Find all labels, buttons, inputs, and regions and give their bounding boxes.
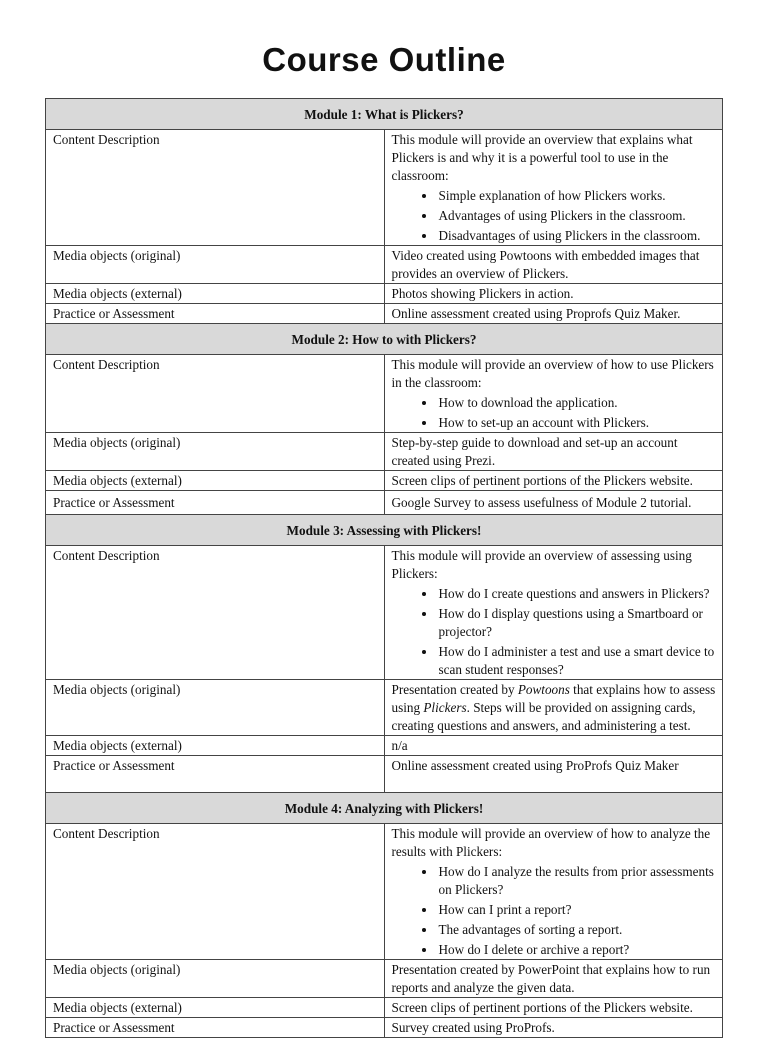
media-external-cell: Screen clips of pertinent portions of the Plickers website. (384, 998, 723, 1018)
practice-assessment-row (46, 491, 723, 515)
content-description-row (46, 130, 723, 246)
practice-assessment-cell: Survey created using ProProfs. (384, 1018, 723, 1038)
module-2-header-row (46, 324, 723, 355)
bullet-item: • How to download the application. (437, 394, 717, 412)
media-external-cell: Screen clips of pertinent portions of the Plickers website. (384, 471, 723, 491)
media-original-row (46, 433, 723, 471)
module-3-header-row (46, 515, 723, 546)
content-description-row (46, 355, 723, 433)
media-original-row (46, 680, 723, 736)
text-segment: that explains how to assess using (391, 682, 716, 715)
bullet-item: • Disadvantages of using Plickers in the classroom. (437, 227, 717, 245)
bullet-list (392, 585, 717, 679)
content-intro: This module will provide an overview of assessing using Plickers: (391, 548, 692, 581)
bullet-list (392, 863, 717, 959)
module-4-header-row (46, 793, 723, 824)
blank-line (392, 775, 717, 792)
practice-assessment-row (46, 1018, 723, 1038)
practice-assessment-row (46, 304, 723, 324)
row-label: Media objects (external) (46, 736, 385, 756)
media-external-row (46, 998, 723, 1018)
row-label: Practice or Assessment (46, 304, 385, 324)
practice-assessment-text: Online assessment created using ProProfs Quiz Maker (391, 758, 679, 773)
media-original-row (46, 246, 723, 284)
media-external-cell: n/a (384, 736, 723, 756)
module-1-header-row (46, 99, 723, 130)
bullet-item: • How do I delete or archive a report? (437, 941, 717, 959)
row-label: Media objects (external) (46, 284, 385, 304)
row-label: Media objects (original) (46, 960, 385, 998)
practice-assessment-row (46, 756, 723, 793)
row-label: Content Description (46, 546, 385, 680)
bullet-item: • How do I administer a test and use a smart device to scan student responses? (437, 643, 717, 679)
media-original-cell: Video created using Powtoons with embedded images that provides an overview of Plickers. (384, 246, 723, 284)
row-label: Practice or Assessment (46, 756, 385, 793)
media-original-cell (384, 680, 723, 736)
practice-assessment-cell (384, 756, 723, 793)
practice-assessment-cell: Online assessment created using Proprofs Quiz Maker. (384, 304, 723, 324)
row-label: Media objects (original) (46, 246, 385, 284)
row-label: Practice or Assessment (46, 1018, 385, 1038)
row-label: Content Description (46, 824, 385, 960)
bullet-item: • How do I analyze the results from prior assessments on Plickers? (437, 863, 717, 899)
content-description-cell (384, 546, 723, 680)
bullet-item: • Advantages of using Plickers in the classroom. (437, 207, 717, 225)
content-description-cell (384, 355, 723, 433)
bullet-list (392, 187, 717, 245)
row-label: Practice or Assessment (46, 491, 385, 515)
row-label: Content Description (46, 355, 385, 433)
content-intro: This module will provide an overview that explains what Plickers is and why it is a powerful tool to use in the classroom: (391, 132, 693, 183)
content-description-cell (384, 824, 723, 960)
media-original-cell: Step-by-step guide to download and set-up an account created using Prezi. (384, 433, 723, 471)
content-description-row (46, 546, 723, 680)
course-outline-table (45, 98, 723, 1038)
media-external-row (46, 284, 723, 304)
row-label: Media objects (external) (46, 998, 385, 1018)
media-original-cell: Presentation created by PowerPoint that explains how to run reports and analyze the given data. (384, 960, 723, 998)
text-segment: Presentation created by (391, 682, 518, 697)
module-header: Module 4: Analyzing with Plickers! (46, 793, 723, 824)
media-external-row (46, 736, 723, 756)
row-label: Media objects (original) (46, 680, 385, 736)
module-header: Module 3: Assessing with Plickers! (46, 515, 723, 546)
italic-text-segment: Plickers (423, 700, 467, 715)
module-header: Module 2: How to with Plickers? (46, 324, 723, 355)
content-intro: This module will provide an overview of how to use Plickers in the classroom: (391, 357, 714, 390)
row-label: Media objects (external) (46, 471, 385, 491)
bullet-item: • The advantages of sorting a report. (437, 921, 717, 939)
bullet-item: • How can I print a report? (437, 901, 717, 919)
module-header: Module 1: What is Plickers? (46, 99, 723, 130)
page-title: Course Outline (262, 41, 506, 78)
row-label: Media objects (original) (46, 433, 385, 471)
bullet-item: • How do I display questions using a Smartboard or projector? (437, 605, 717, 641)
content-intro: This module will provide an overview of how to analyze the results with Plickers: (391, 826, 711, 859)
media-external-cell: Photos showing Plickers in action. (384, 284, 723, 304)
bullet-item: • How do I create questions and answers in Plickers? (437, 585, 717, 603)
text-segment: . Steps will be provided on assigning cards, creating questions and answers, and administering a test. (391, 700, 696, 733)
bullet-item: • Simple explanation of how Plickers works. (437, 187, 717, 205)
content-description-row (46, 824, 723, 960)
italic-text-segment: Powtoons (517, 682, 570, 697)
content-description-cell (384, 130, 723, 246)
media-original-row (46, 960, 723, 998)
bullet-item: • How to set-up an account with Plickers. (437, 414, 717, 432)
practice-assessment-cell: Google Survey to assess usefulness of Module 2 tutorial. (384, 491, 723, 515)
bullet-list (392, 394, 717, 432)
row-label: Content Description (46, 130, 385, 246)
media-external-row (46, 471, 723, 491)
